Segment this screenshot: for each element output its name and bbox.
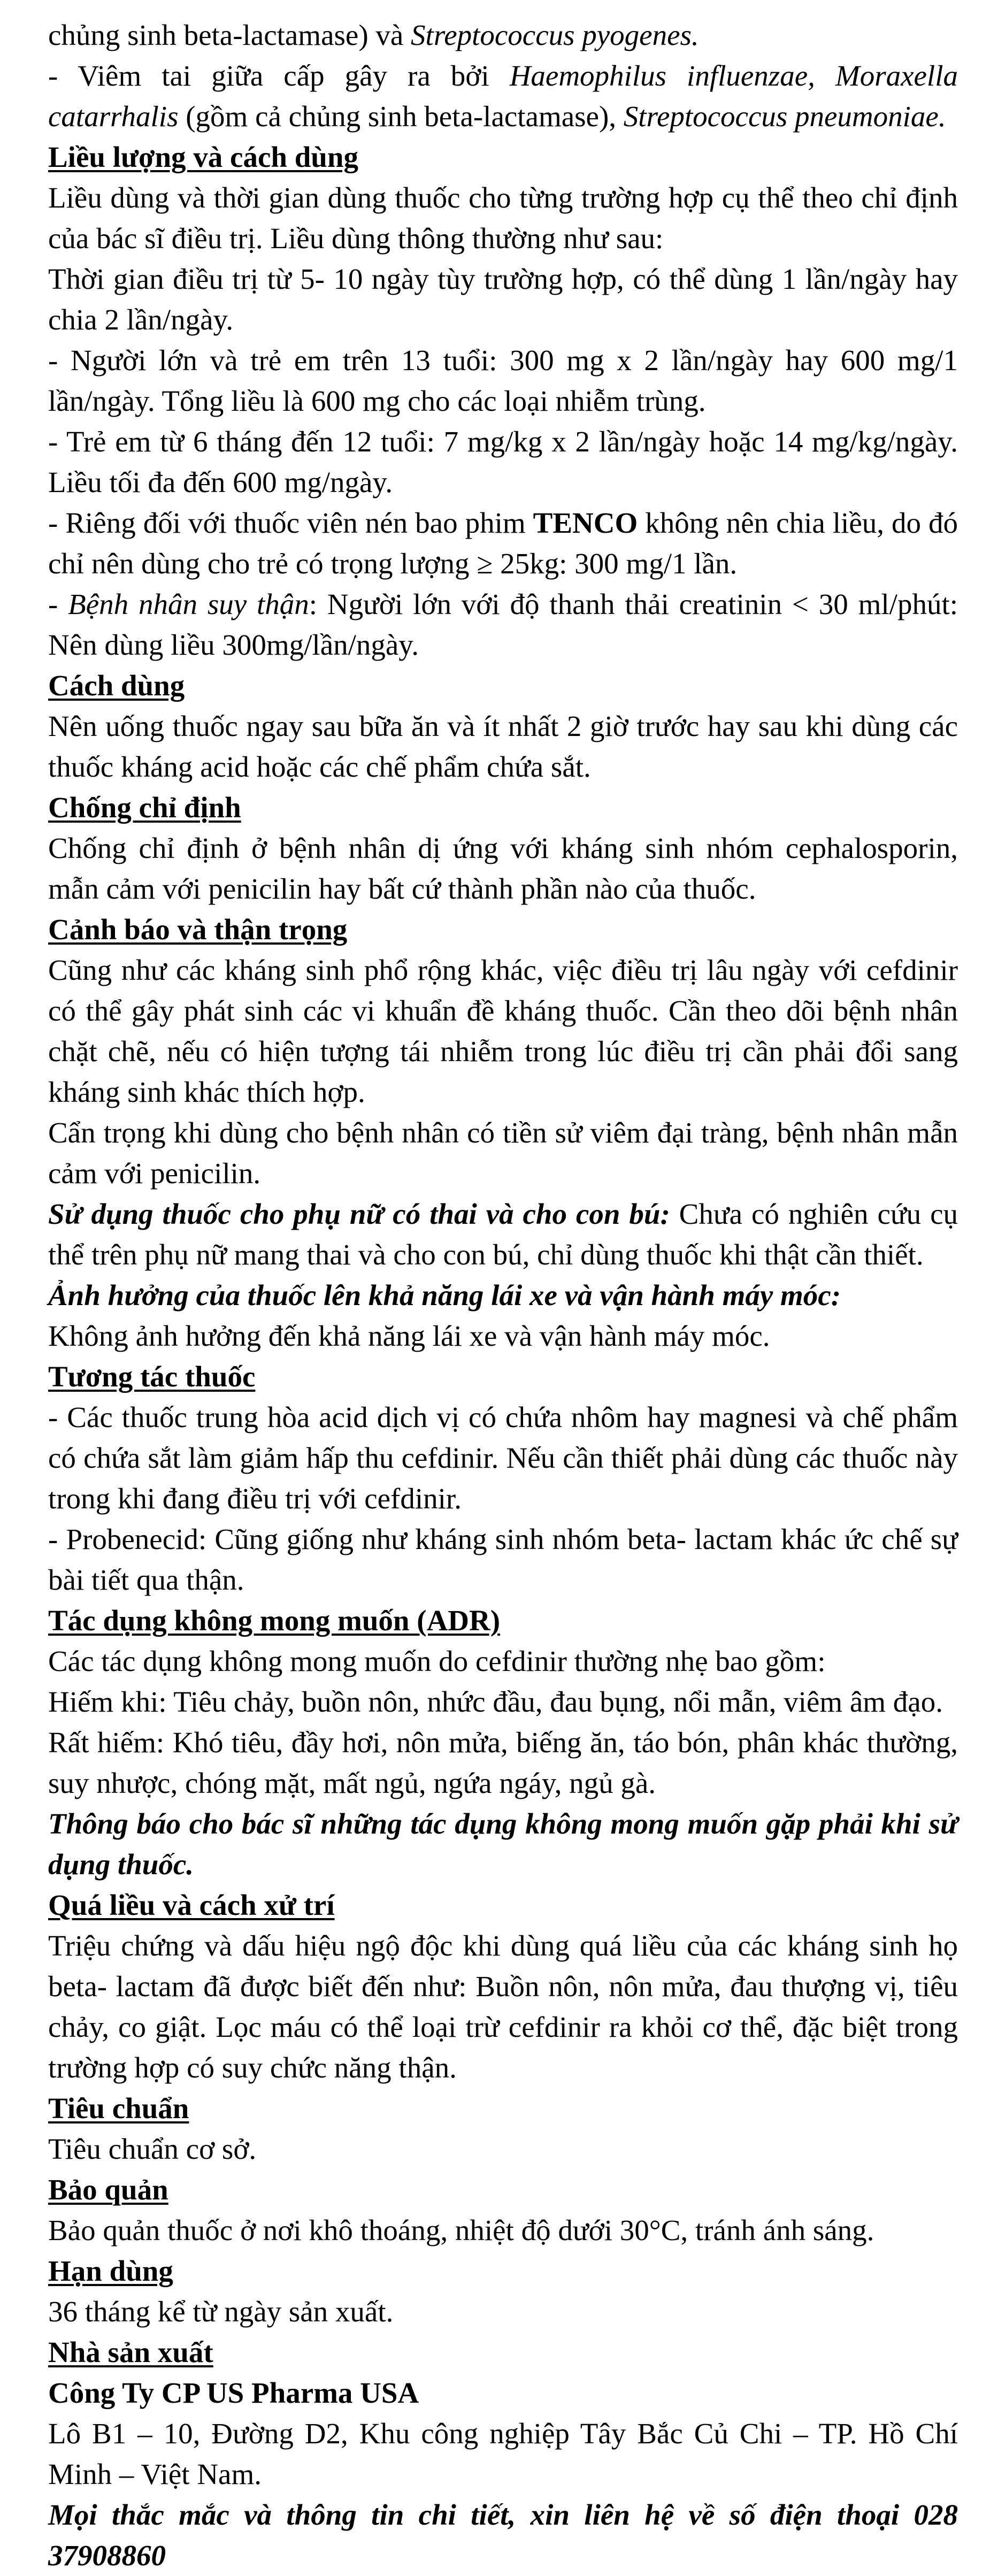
contact-notice: Mọi thắc mắc và thông tin chi tiết, xin liên hệ về số điện thoại 028 37908860 bbox=[48, 2498, 958, 2572]
dosage-text: - Riêng đối với thuốc viên nén bao phim bbox=[48, 507, 533, 539]
section-heading-overdose: Quá liều và cách xử trí bbox=[48, 1889, 335, 1921]
section-heading-interactions: Tương tác thuốc bbox=[48, 1360, 256, 1393]
manufacturer-address: Lô B1 – 10, Đường D2, Khu công nghiệp Tây Bắc Củ Chi – TP. Hồ Chí Minh – Việt Nam. bbox=[48, 2417, 958, 2490]
pregnancy-label: Sử dụng thuốc cho phụ nữ có thai và cho con bú: bbox=[48, 1198, 670, 1230]
dosage-paragraph: - Người lớn và trẻ em trên 13 tuổi: 300 mg x 2 lần/ngày hay 600 mg/1 lần/ngày. Tổng liều là 600 mg cho các loại nhiễm trùng. bbox=[48, 344, 958, 417]
interactions-paragraph: - Các thuốc trung hòa acid dịch vị có chứa nhôm hay magnesi và chế phẩm có chứa sắt làm giảm hấp thu cefdinir. Nếu cần thiết phải dùng các thuốc này trong khi đang điều trị với cefdinir. bbox=[48, 1401, 958, 1515]
section-heading-warnings: Cảnh báo và thận trọng bbox=[48, 913, 348, 946]
dosage-text: không nên chia liều, do đó chỉ nên dùng cho trẻ có trọng lượng ≥ 25kg: 300 mg/1 lần. bbox=[48, 507, 958, 580]
dosage-paragraph bbox=[48, 584, 958, 665]
renal-label: - Bệnh nhân suy thận bbox=[48, 588, 309, 620]
organism-name: Streptococcus pyogenes. bbox=[411, 19, 699, 51]
warnings-paragraph bbox=[48, 1194, 958, 1275]
dosage-paragraph: - Trẻ em từ 6 tháng đến 12 tuổi: 7 mg/kg x 2 lần/ngày hoặc 14 mg/kg/ngày. Liều tối đa đến 600 mg/ngày. bbox=[48, 425, 958, 499]
section-heading-dosage: Liều lượng và cách dùng bbox=[48, 141, 358, 173]
dosage-text: : Người lớn với độ thanh thải creatinin < 30 ml/phút: Nên dùng liều 300mg/lần/ngày. bbox=[48, 588, 958, 661]
section-heading-standard: Tiêu chuẩn bbox=[48, 2092, 189, 2125]
usage-paragraph: Nên uống thuốc ngay sau bữa ăn và ít nhất 2 giờ trước hay sau khi dùng các thuốc kháng acid hoặc các chế phẩm chứa sắt. bbox=[48, 710, 958, 783]
section-heading-adr: Tác dụng không mong muốn (ADR) bbox=[48, 1604, 501, 1637]
indications-text: - Viêm tai giữa cấp gây ra bởi bbox=[48, 59, 510, 92]
interactions-paragraph: - Probenecid: Cũng giống như kháng sinh nhóm beta- lactam khác ức chế sự bài tiết qua thận. bbox=[48, 1523, 958, 1596]
dosage-paragraph: Liều dùng và thời gian dùng thuốc cho từng trường hợp cụ thể theo chỉ định của bác sĩ điều trị. Liều dùng thông thường như sau: bbox=[48, 181, 958, 255]
dosage-paragraph: Thời gian điều trị từ 5- 10 ngày tùy trường hợp, có thể dùng 1 lần/ngày hay chia 2 lần/ngày. bbox=[48, 263, 958, 336]
adr-paragraph: Hiếm khi: Tiêu chảy, buồn nôn, nhức đầu, đau bụng, nổi mẫn, viêm âm đạo. bbox=[48, 1685, 943, 1718]
standard-paragraph: Tiêu chuẩn cơ sở. bbox=[48, 2133, 257, 2165]
section-heading-expiry: Hạn dùng bbox=[48, 2255, 173, 2287]
organism-name: Haemophilus influenzae, Moraxella catarrhalis bbox=[48, 59, 958, 133]
product-name: TENCO bbox=[533, 507, 638, 539]
warnings-text: Chưa có nghiên cứu cụ thể trên phụ nữ mang thai và cho con bú, chỉ dùng thuốc khi thật cần thiết. bbox=[48, 1198, 958, 1271]
warnings-paragraph: Không ảnh hưởng đến khả năng lái xe và vận hành máy móc. bbox=[48, 1320, 770, 1352]
dosage-paragraph bbox=[48, 503, 958, 584]
warnings-paragraph: Cẩn trọng khi dùng cho bệnh nhân có tiền sử viêm đại tràng, bệnh nhân mẫn cảm với penicilin. bbox=[48, 1116, 958, 1190]
indications-text: (gồm cả chủng sinh beta-lactamase), bbox=[178, 100, 624, 133]
contraindications-paragraph: Chống chỉ định ở bệnh nhân dị ứng với kháng sinh nhóm cephalosporin, mẫn cảm với penicilin hay bất cứ thành phần nào của thuốc. bbox=[48, 832, 958, 905]
section-heading-contraindications: Chống chỉ định bbox=[48, 791, 241, 824]
adr-paragraph: Rất hiếm: Khó tiêu, đầy hơi, nôn mửa, biếng ăn, táo bón, phân khác thường, suy nhược, chóng mặt, mất ngủ, ngứa ngáy, ngủ gà. bbox=[48, 1726, 958, 1799]
adr-notice: Thông báo cho bác sĩ những tác dụng không mong muốn gặp phải khi sử dụng thuốc. bbox=[48, 1807, 958, 1881]
indications-text: chủng sinh beta-lactamase) và bbox=[48, 19, 411, 51]
driving-label: Ảnh hưởng của thuốc lên khả năng lái xe và vận hành máy móc: bbox=[48, 1279, 841, 1312]
overdose-paragraph: Triệu chứng và dấu hiệu ngộ độc khi dùng quá liều của các kháng sinh họ beta- lactam đã được biết đến như: Buồn nôn, nôn mửa, đau thượng vị, tiêu chảy, co giật. Lọc máu có thể loại trừ cefdinir ra khỏi cơ thể, đặc biệt trong trường hợp có suy chức năng thận. bbox=[48, 1929, 958, 2084]
indications-line-1 bbox=[48, 15, 958, 56]
warnings-paragraph: Cũng như các kháng sinh phổ rộng khác, việc điều trị lâu ngày với cefdinir có thể gây phát sinh các vi khuẩn đề kháng thuốc. Cần theo dõi bệnh nhân chặt chẽ, nếu có hiện tượng tái nhiễm trong lúc điều trị cần phải đổi sang kháng sinh khác thích hợp. bbox=[48, 954, 958, 1108]
indications-line-2 bbox=[48, 56, 958, 137]
section-heading-usage: Cách dùng bbox=[48, 669, 185, 702]
adr-paragraph: Các tác dụng không mong muốn do cefdinir thường nhẹ bao gồm: bbox=[48, 1645, 826, 1677]
manufacturer-name: Công Ty CP US Pharma USA bbox=[48, 2376, 419, 2409]
organism-name: Streptococcus pneumoniae. bbox=[623, 100, 946, 133]
storage-paragraph: Bảo quản thuốc ở nơi khô thoáng, nhiệt độ dưới 30°C, tránh ánh sáng. bbox=[48, 2214, 874, 2247]
section-heading-storage: Bảo quản bbox=[48, 2173, 168, 2206]
expiry-paragraph: 36 tháng kể từ ngày sản xuất. bbox=[48, 2295, 394, 2328]
section-heading-manufacturer: Nhà sản xuất bbox=[48, 2336, 213, 2368]
